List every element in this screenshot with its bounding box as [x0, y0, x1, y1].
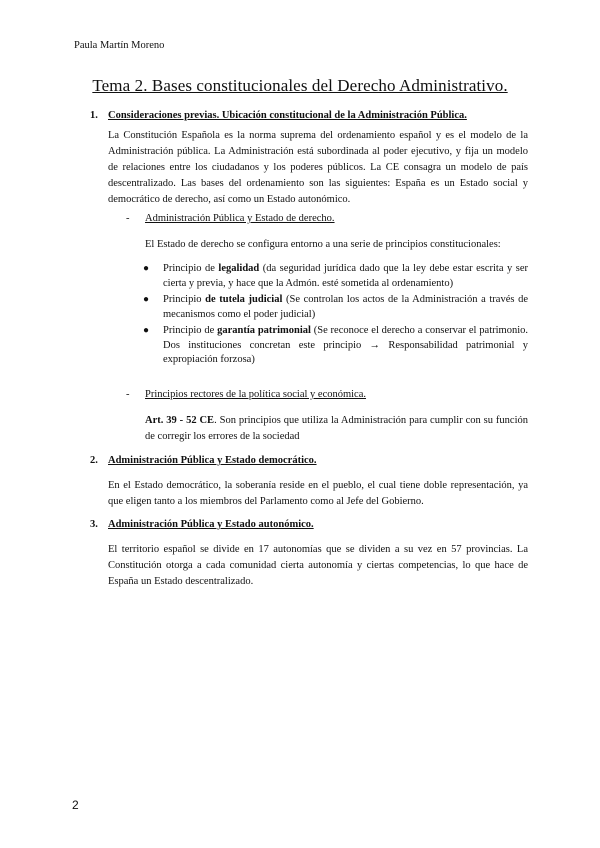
list-item: ● Principio de garantía patrimonial (Se reconoce el derecho a conservar el patrimonio. Dos instituciones concretan este principio → Responsabilidad patrimonial y expropiación forzosa) — [143, 325, 528, 365]
subsection-1-1-dash: - — [126, 213, 130, 224]
bullet-icon: ● — [143, 294, 150, 305]
bullet-icon: ● — [143, 263, 150, 274]
section-3-heading — [90, 519, 314, 530]
page-number: 2 — [72, 798, 79, 812]
subsection-1-2-dash: - — [126, 389, 130, 400]
bullet-bold-term: legalidad — [218, 263, 260, 274]
section-3-paragraph: El territorio español se divide en 17 autonomías que se dividen a su vez en 57 provincias. La Constitución otorga a cada comunidad cierta autonomía y ciertas competencias, lo que hace de España un Estado descentralizado. — [108, 544, 528, 587]
section-2-heading — [90, 455, 317, 466]
section-2-title: Administración Pública y Estado democrático. — [108, 455, 317, 466]
list-item: ● Principio de legalidad (da seguridad jurídica dado que la ley debe estar escrita y ser cierta y previa, y hace que la Admón. esté sometida al ordenamiento) — [143, 263, 528, 289]
article-reference: Art. 39 - 52 CE — [145, 415, 215, 426]
bullet-bold-term: de tutela judicial — [205, 294, 283, 305]
header-author: Paula Martín Moreno — [74, 40, 165, 51]
section-3-title: Administración Pública y Estado autonómico. — [108, 519, 314, 530]
bullet-icon: ● — [143, 325, 150, 336]
section-3-number: 3. — [90, 519, 98, 530]
section-1-number: 1. — [90, 110, 98, 121]
list-item: ● Principio de tutela judicial (Se controlan los actos de la Administración a través de mecanismos como el poder judicial) — [143, 294, 529, 320]
section-2-paragraph: En el Estado democrático, la soberanía reside en el pueblo, el cual tiene doble representación, ya que eligen tanto a los miembros del Parlamento como al Jefe del Gobierno. — [108, 480, 528, 507]
section-2-number: 2. — [90, 455, 98, 466]
bullet-bold-term: garantía patrimonial — [217, 325, 311, 336]
section-1-heading — [90, 110, 467, 121]
principles-list — [143, 262, 529, 370]
section-1-title: Consideraciones previas. Ubicación constitucional de la Administración Pública. — [108, 110, 467, 121]
subsection-1-1-heading — [126, 213, 335, 224]
subsection-1-1-paragraph: El Estado de derecho se configura entorno a una serie de principios constitucionales: — [145, 239, 501, 250]
subsection-1-2-title: Principios rectores de la política social y económica. — [145, 389, 367, 400]
subsection-1-1-title: Administración Pública y Estado de derecho. — [145, 213, 335, 224]
page-title: Tema 2. Bases constitucionales del Derecho Administrativo. — [92, 76, 508, 95]
section-1-paragraph: La Constitución Española es la norma suprema del ordenamiento español y es el modelo de la Administración pública. La Administración está subordinada al poder ejecutivo, y fija un modelo de relaciones entre los ciudadanos y los poderes públicos. La CE consagra un modelo de país descentralizado. Las bases del ordenamiento son las siguientes: España es un Estado social y democrático de derecho, así como un Estado autonómico. — [108, 130, 528, 205]
subsection-1-2-heading — [126, 389, 366, 400]
subsection-1-2-paragraph: Art. 39 - 52 CE. Son principios que utiliza la Administración para cumplir con su función de corregir los errores de la sociedad — [145, 415, 529, 442]
